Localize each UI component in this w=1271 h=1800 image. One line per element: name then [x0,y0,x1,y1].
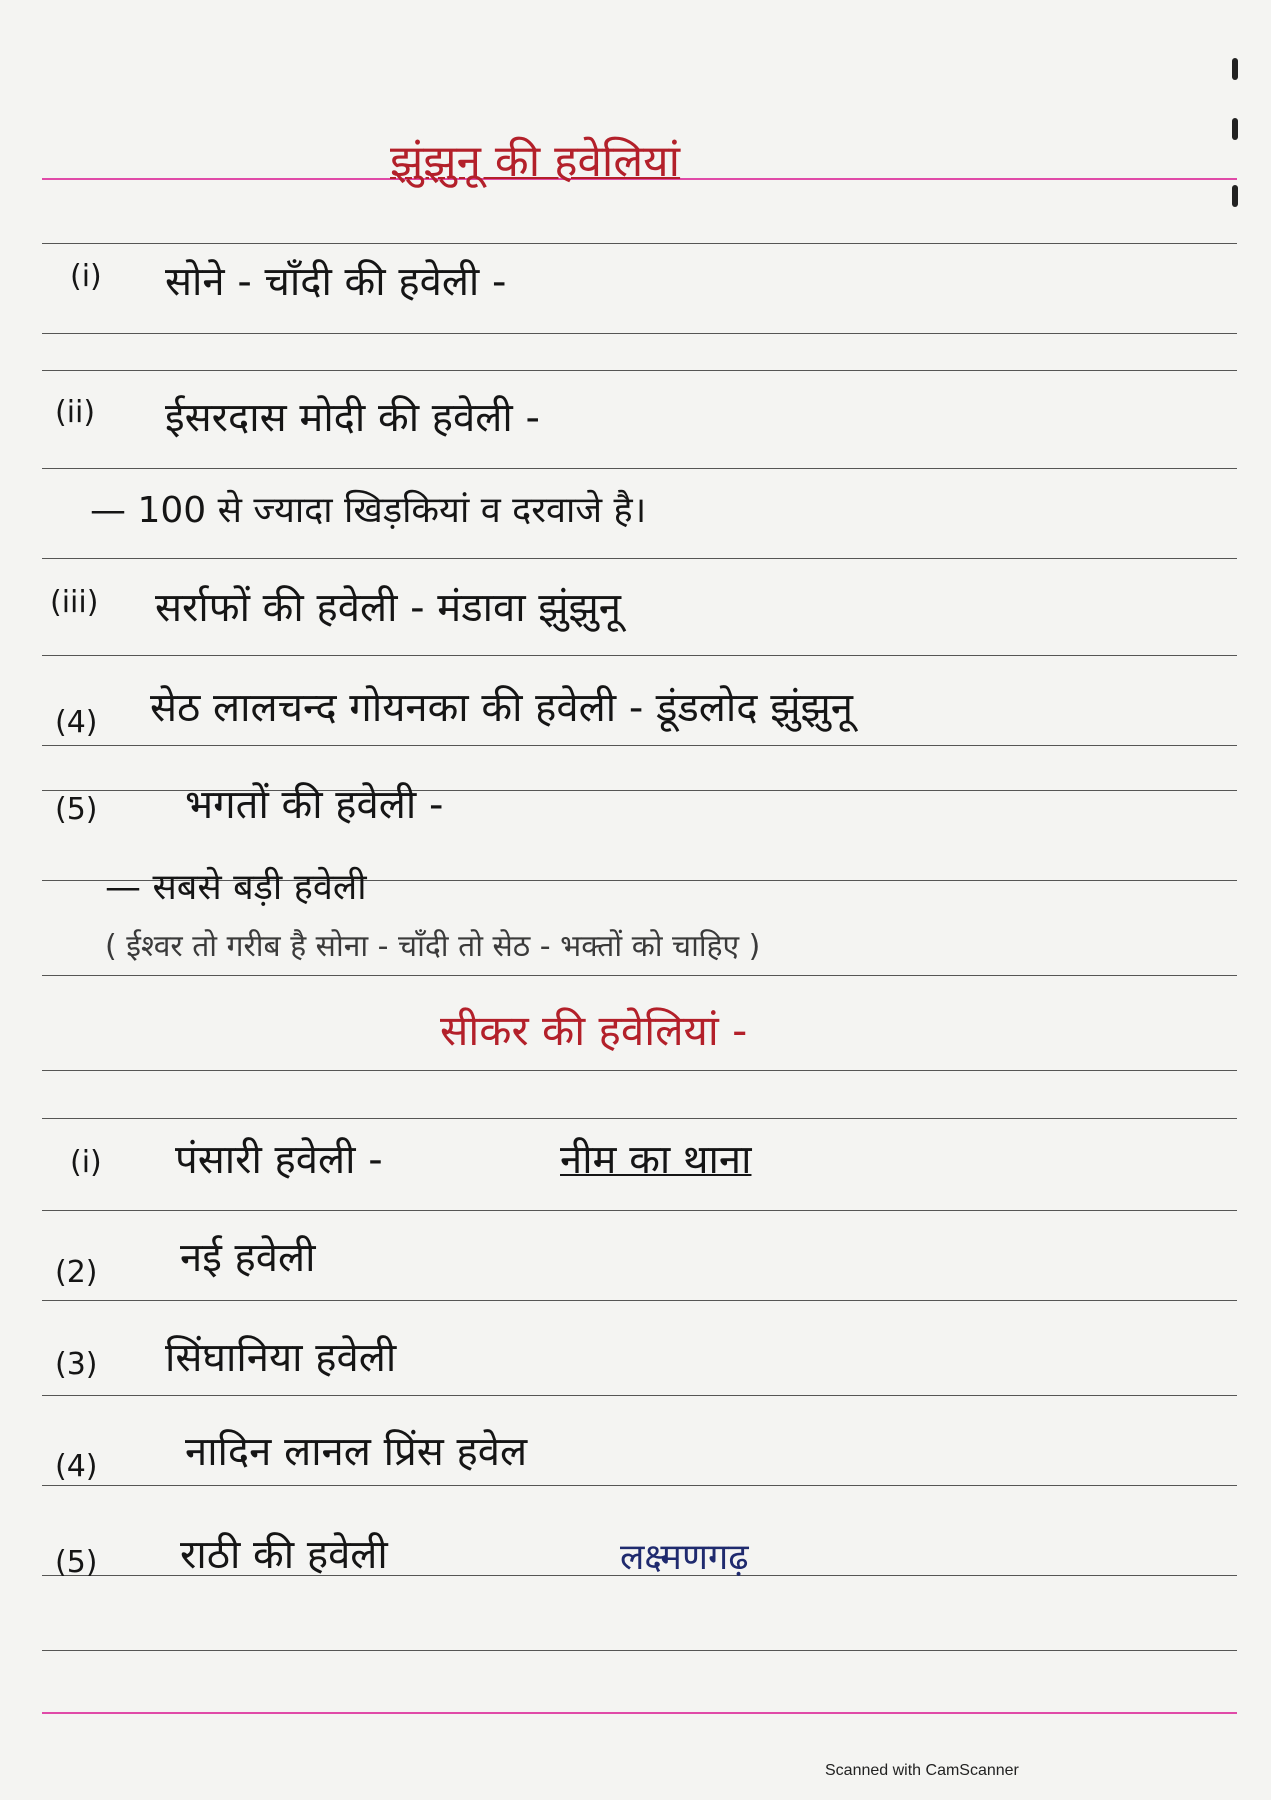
ruled-line [42,468,1237,469]
ruled-line [42,333,1237,334]
item-text: सिंघानिया हवेली [165,1335,397,1381]
item-number: (2) [55,1255,98,1290]
item-text: भगतों की हवेली - [185,782,444,828]
ruled-line [42,558,1237,559]
ruled-line [42,1210,1237,1211]
item-number: (3) [55,1347,98,1382]
page-title: झुंझुनू की हवेलियां [390,136,681,187]
binding-mark [1232,58,1238,80]
ruled-line [42,1650,1237,1651]
item-text: पंसारी हवेली - [175,1137,383,1183]
item-text: राठी की हवेली [180,1532,388,1578]
ruled-line [42,370,1237,371]
ruled-line [42,1118,1237,1119]
binding-mark [1232,185,1238,207]
item-text: नई हवेली [180,1235,316,1281]
item-text: नादिन लानल प्रिंस हवेल [185,1429,528,1475]
item-place: लक्ष्मणगढ़ [620,1537,749,1578]
item-text: ईसरदास मोदी की हवेली - [165,395,540,441]
ruled-line [42,655,1237,656]
section-heading: सीकर की हवेलियां - [440,1006,748,1055]
bottom-margin-rule [42,1712,1237,1714]
item-subpoint: — सबसे बड़ी हवेली [105,867,367,908]
binding-mark [1232,118,1238,140]
item-number: (ii) [55,395,96,430]
ruled-line [42,1485,1237,1486]
item-place: नीम का थाना [560,1137,752,1183]
item-text: सर्राफों की हवेली - मंडावा झुंझुनू [155,585,621,631]
ruled-line [42,745,1237,746]
ruled-line [42,1300,1237,1301]
item-number: (i) [70,259,102,294]
scanner-watermark: Scanned with CamScanner [825,1762,1019,1779]
item-number: (4) [55,1449,98,1484]
ruled-line [42,1395,1237,1396]
item-subpoint: — 100 से ज्यादा खिड़कियां व दरवाजे है। [90,490,647,531]
ruled-line [42,1070,1237,1071]
item-number: (i) [70,1145,102,1180]
ruled-line [42,975,1237,976]
item-text: सोने - चाँदी की हवेली - [165,259,507,305]
ruled-line [42,243,1237,244]
item-text: सेठ लालचन्द गोयनका की हवेली - डूंडलोद झुंझुनू [150,685,853,731]
item-note: ( ईश्वर तो गरीब है सोना - चाँदी तो सेठ - भक्तों को चाहिए ) [105,929,761,964]
item-number: (5) [55,1545,98,1580]
item-number: (4) [55,705,98,740]
item-number: (5) [55,792,98,827]
item-number: (iii) [50,585,99,620]
